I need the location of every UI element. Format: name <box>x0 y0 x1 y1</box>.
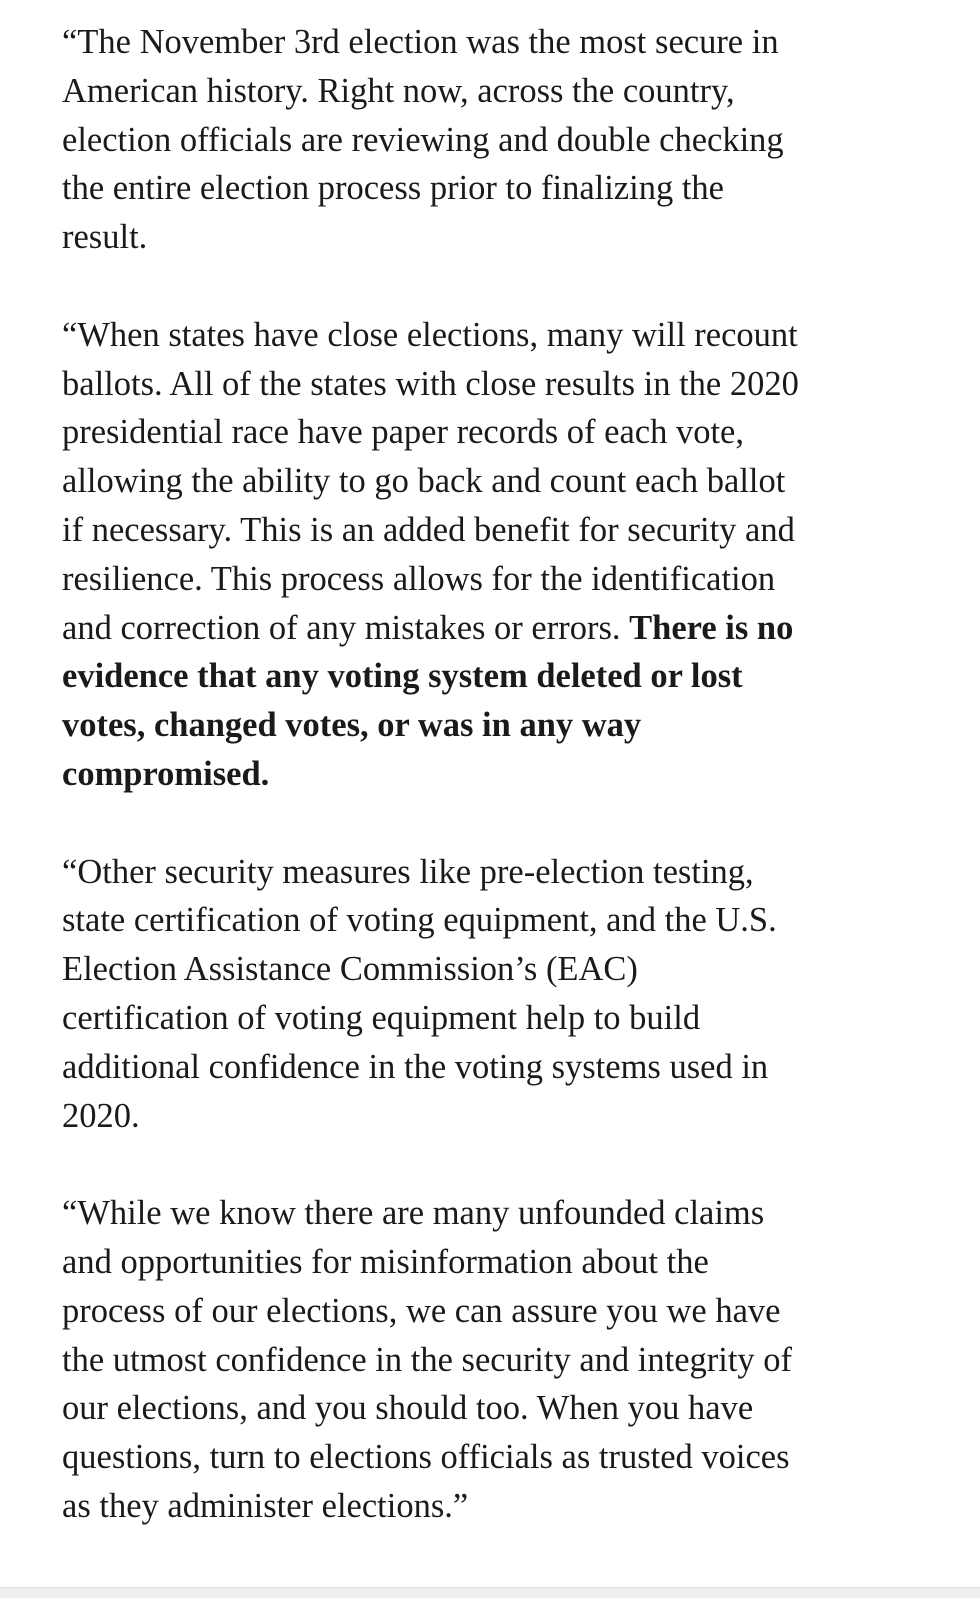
text-line: ballots. All of the states with close results in the 2020 <box>62 364 799 403</box>
text-line: allowing the ability to go back and count each ballot <box>62 462 786 501</box>
text-line: state certification of voting equipment, and the U.S. <box>62 901 777 940</box>
text-line: our elections, and you should too. When you have <box>62 1389 754 1428</box>
text-line: the utmost confidence in the security and integrity of <box>62 1340 793 1379</box>
bold-text-line: compromised. <box>62 754 270 793</box>
statement-text <box>62 18 962 1531</box>
paragraph-3 <box>62 848 962 1141</box>
text-line: additional confidence in the voting systems used in <box>62 1047 769 1086</box>
text-line: the entire election process prior to finalizing the <box>62 169 724 208</box>
text-line: questions, turn to elections officials as trusted voices <box>62 1438 790 1477</box>
text-line: 2020. <box>62 1096 140 1135</box>
text-line: as they administer elections.” <box>62 1486 469 1525</box>
paragraph-1 <box>62 18 962 262</box>
bold-text-line: evidence that any voting system deleted or lost <box>62 657 743 696</box>
text-line: “Other security measures like pre-election testing, <box>62 852 754 891</box>
text-line: Election Assistance Commission’s (EAC) <box>62 950 638 989</box>
text-line: “While we know there are many unfounded claims <box>62 1194 765 1233</box>
text-line: election officials are reviewing and double checking <box>62 120 784 159</box>
bottom-divider <box>0 1587 980 1598</box>
regular-text: and correction of any mistakes or errors. <box>62 608 630 647</box>
paragraph-4 <box>62 1189 962 1531</box>
paragraph-2 <box>62 311 962 799</box>
text-line: presidential race have paper records of each vote, <box>62 413 744 452</box>
text-line: if necessary. This is an added benefit for security and <box>62 510 795 549</box>
text-line: American history. Right now, across the country, <box>62 71 735 110</box>
text-line: result. <box>62 218 148 257</box>
text-line: certification of voting equipment help to build <box>62 998 701 1037</box>
text-line: resilience. This process allows for the identification <box>62 559 776 598</box>
text-line: “The November 3rd election was the most secure in <box>62 23 779 61</box>
bold-text-line: votes, changed votes, or was in any way <box>62 706 642 745</box>
text-line: and opportunities for misinformation about the <box>62 1242 709 1281</box>
text-line: “When states have close elections, many will recount <box>62 315 798 354</box>
text-line: process of our elections, we can assure you we have <box>62 1291 781 1330</box>
mixed-text-line <box>62 604 962 653</box>
bold-text: There is no <box>629 608 794 647</box>
